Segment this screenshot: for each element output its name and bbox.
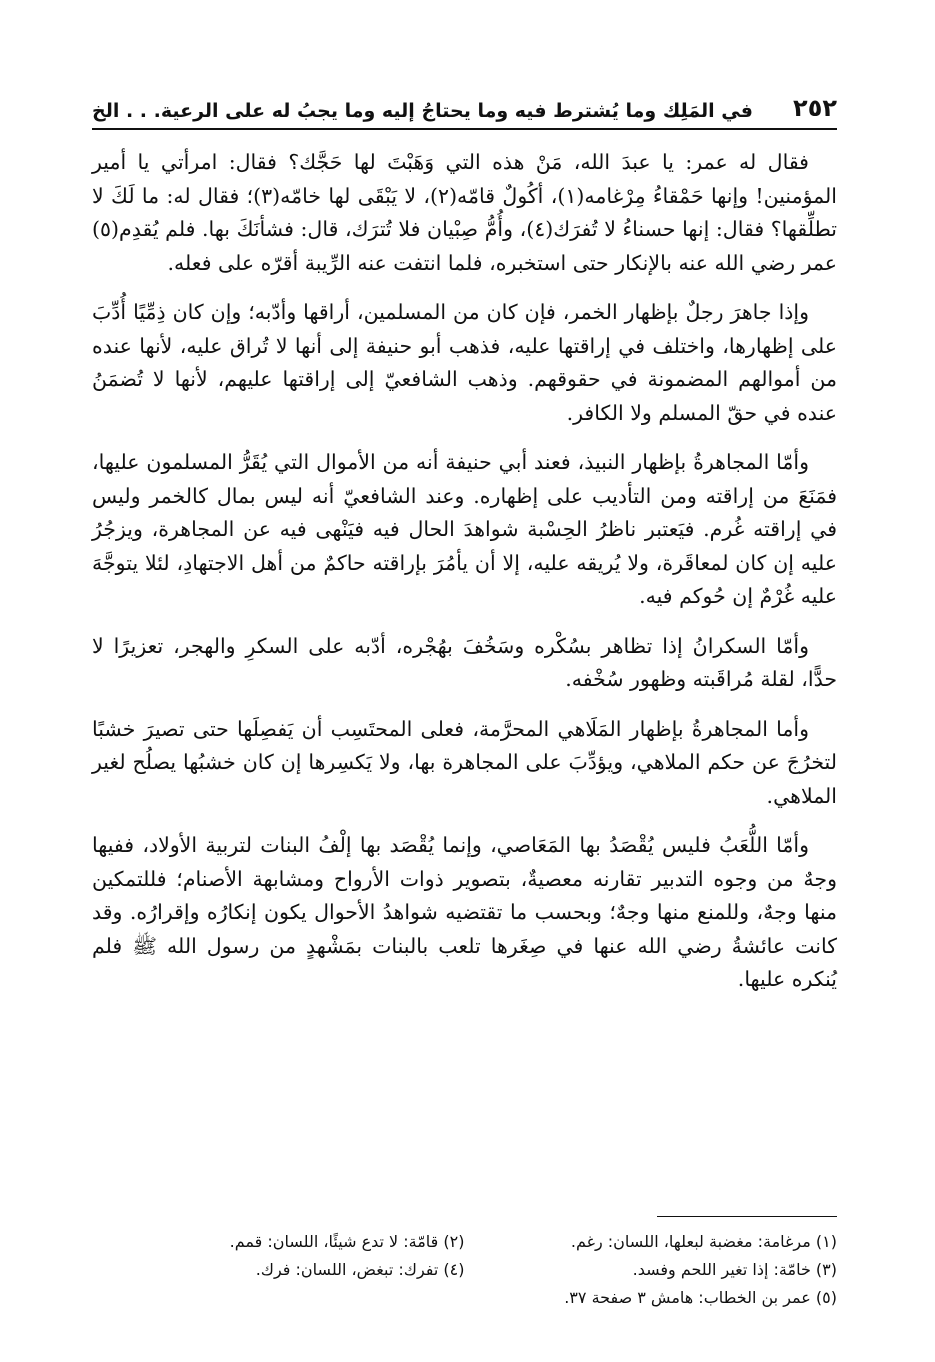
footnote-2: (٢) قامّة: لا تدع شيئًا، اللسان: قمم. — [229, 1232, 465, 1251]
footnote-row — [92, 1284, 837, 1312]
footnote-row — [92, 1228, 837, 1256]
footnote-4: (٤) تفرك: تبغض، اللسان: فرك. — [255, 1260, 465, 1279]
footnotes — [92, 1228, 837, 1312]
footnote-3: (٣) خامّة: إذا تغير اللحم وفسد. — [632, 1260, 837, 1279]
paragraph-5: وأما المجاهرةُ بإظهار المَلَاهي المحرَّمة، فعلى المحتَسِب أن يَفصِلَها حتى تصيرَ خشبًا لتخرُجَ عن حكم الملاهي، ويؤدِّبَ على المجاهرة بها، ولا يَكسِرها إن كان خشبُها يصلُح لغير الملاهي. — [92, 716, 837, 808]
book-page — [92, 88, 837, 1328]
paragraph-4: وأمّا السكرانُ إذا تظاهر بسُكْره وسَخُفَ بهُجْره، أدّبه على السكرِ والهجر، تعزيرًا لا حدًّا، لقلة مُراقَبته وظهور سُخْفه. — [92, 633, 837, 691]
footnote-1: (١) مرغامة: مغضبة لبعلها، اللسان: رغم. — [570, 1232, 837, 1251]
paragraph-2: وإذا جاهرَ رجلٌ بإظهار الخمر، فإن كان من المسلمين، أراقها وأدّبه؛ وإن كان ذِمِّيًا أُدِّبَ على إظهارها، واختلف في إراقتها عليه، فذهب أبو حنيفة إلى أنها لا تُراق عليه، لأنها عنده من أموالهم المضمونة في حقوقهم. وذهب الشافعيّ إلى إراقتها عليهم، لأنها لا تُضمَنُ عنده في حقّ المسلم ولا الكافر. — [92, 300, 837, 425]
paragraph-6: وأمّا اللُّعَبُ فليس يُقْصَدُ بها المَعَاصي، وإنما يُقْصَد بها إلْفُ البنات لتربية الأولاد، ففيها وجهٌ من وجوه التدبير تقارنه معصيةٌ، بتصوير ذوات الأرواح ومشابهة الأصنام؛ فللتمكين منها وجهٌ، وللمنع منها وجهٌ؛ وبحسب ما تقتضيه شواهدُ الأحوال يكون إنكارُه وإقرارُه. وقد كانت عائشةُ رضي الله عنها في صِغَرها تلعب بالبنات بمَشْهدٍ من رسول الله ﷺ فلم يُنكره عليها. — [92, 833, 837, 991]
running-title: في المَلِك وما يُشترط فيه وما يحتاجُ إليه وما يجبُ له على الرعية. . . الخ — [92, 100, 753, 122]
footnote-divider — [657, 1216, 837, 1217]
body-text — [92, 146, 837, 997]
page-number: ٢٥٢ — [793, 94, 837, 122]
footnote-5: (٥) عمر بن الخطاب: هامش ٣ صفحة ٣٧. — [564, 1288, 837, 1307]
paragraph-3: وأمّا المجاهرةُ بإظهار النبيذ، فعند أبي حنيفة أنه من الأموال التي يُقَرُّ المسلمون عليها، فمَنَعَ من إراقته ومن التأديب على إظهاره. وعند الشافعيّ أنه ليس بمال كالخمر وليس في إراقته غُرم. فيَعتبر ناظرُ الحِسْبة شواهدَ الحال فيه فيَنْهى فيه عن المجاهرة، ويزجُرُ عليه إن كان لمعاقَرة، ولا يُريقه عليه، إلا أن يأمُرَ بإراقته حاكمٌ من أهل الاجتهادِ، لئلا يتوجَّهَ عليه غُرْمٌ إن حُوكم فيه. — [92, 450, 837, 608]
paragraph-1: فقال له عمر: يا عبدَ الله، مَنْ هذه التي وَهَبْتَ لها حَجَّك؟ فقال: امرأتي يا أمير المؤمنين! وإنها حَمْقاءُ مِرْغامه(١)، أكُولٌ قامّه(٢)، لا يَبْقَى لها خامّه(٣)؛ فقال له: ما لَكَ لا تطلِّقها؟ فقال: إنها حسناءُ لا تُفرَك(٤)، وأُمُّ صِبْيان فلا تُترَك، قال: فشأنَكَ بها. فلم يُقدِم(٥) عمر رضي الله عنه بالإنكار حتى استخبره، فلما انتفت عنه الرِّيبة أقرّه على فعله. — [92, 150, 838, 275]
footnote-row — [92, 1256, 837, 1284]
page-header — [92, 88, 837, 130]
